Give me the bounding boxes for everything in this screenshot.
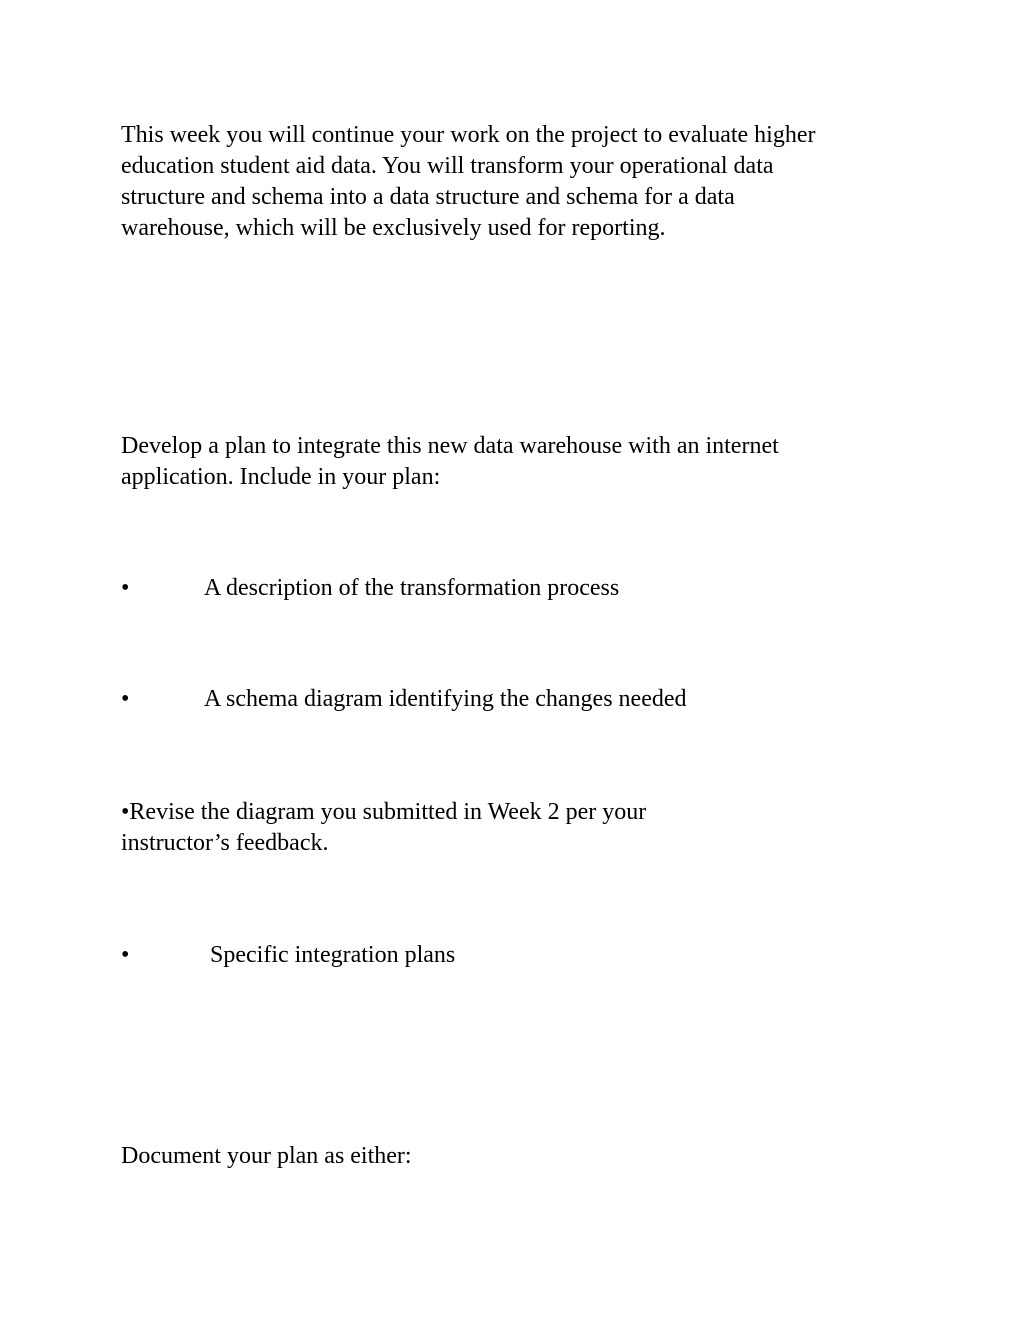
document-paragraph <box>121 1141 412 1172</box>
intro-paragraph <box>121 120 815 244</box>
revise-paragraph <box>121 797 646 859</box>
revise-line: instructor’s feedback. <box>121 830 329 856</box>
revise-line: •Revise the diagram you submitted in Week 2 per your <box>121 799 647 825</box>
bullet-text: A description of the transformation process <box>204 575 620 601</box>
bullet-text: A schema diagram identifying the changes needed <box>204 686 687 712</box>
develop-line: Develop a plan to integrate this new data warehouse with an internet <box>121 433 779 459</box>
intro-line: warehouse, which will be exclusively used for reporting. <box>121 215 666 241</box>
intro-line: structure and schema into a data structure and schema for a data <box>121 184 735 210</box>
intro-line: This week you will continue your work on the project to evaluate higher <box>121 122 816 148</box>
bullet-symbol: • <box>121 942 130 968</box>
bullet-symbol: • <box>121 686 130 712</box>
document-line: Document your plan as either: <box>121 1143 412 1169</box>
bullet-text: Specific integration plans <box>210 942 456 968</box>
develop-paragraph <box>121 431 779 493</box>
develop-line: application. Include in your plan: <box>121 464 441 490</box>
bullet-symbol: • <box>121 575 130 601</box>
intro-line: education student aid data. You will transform your operational data <box>121 153 774 179</box>
